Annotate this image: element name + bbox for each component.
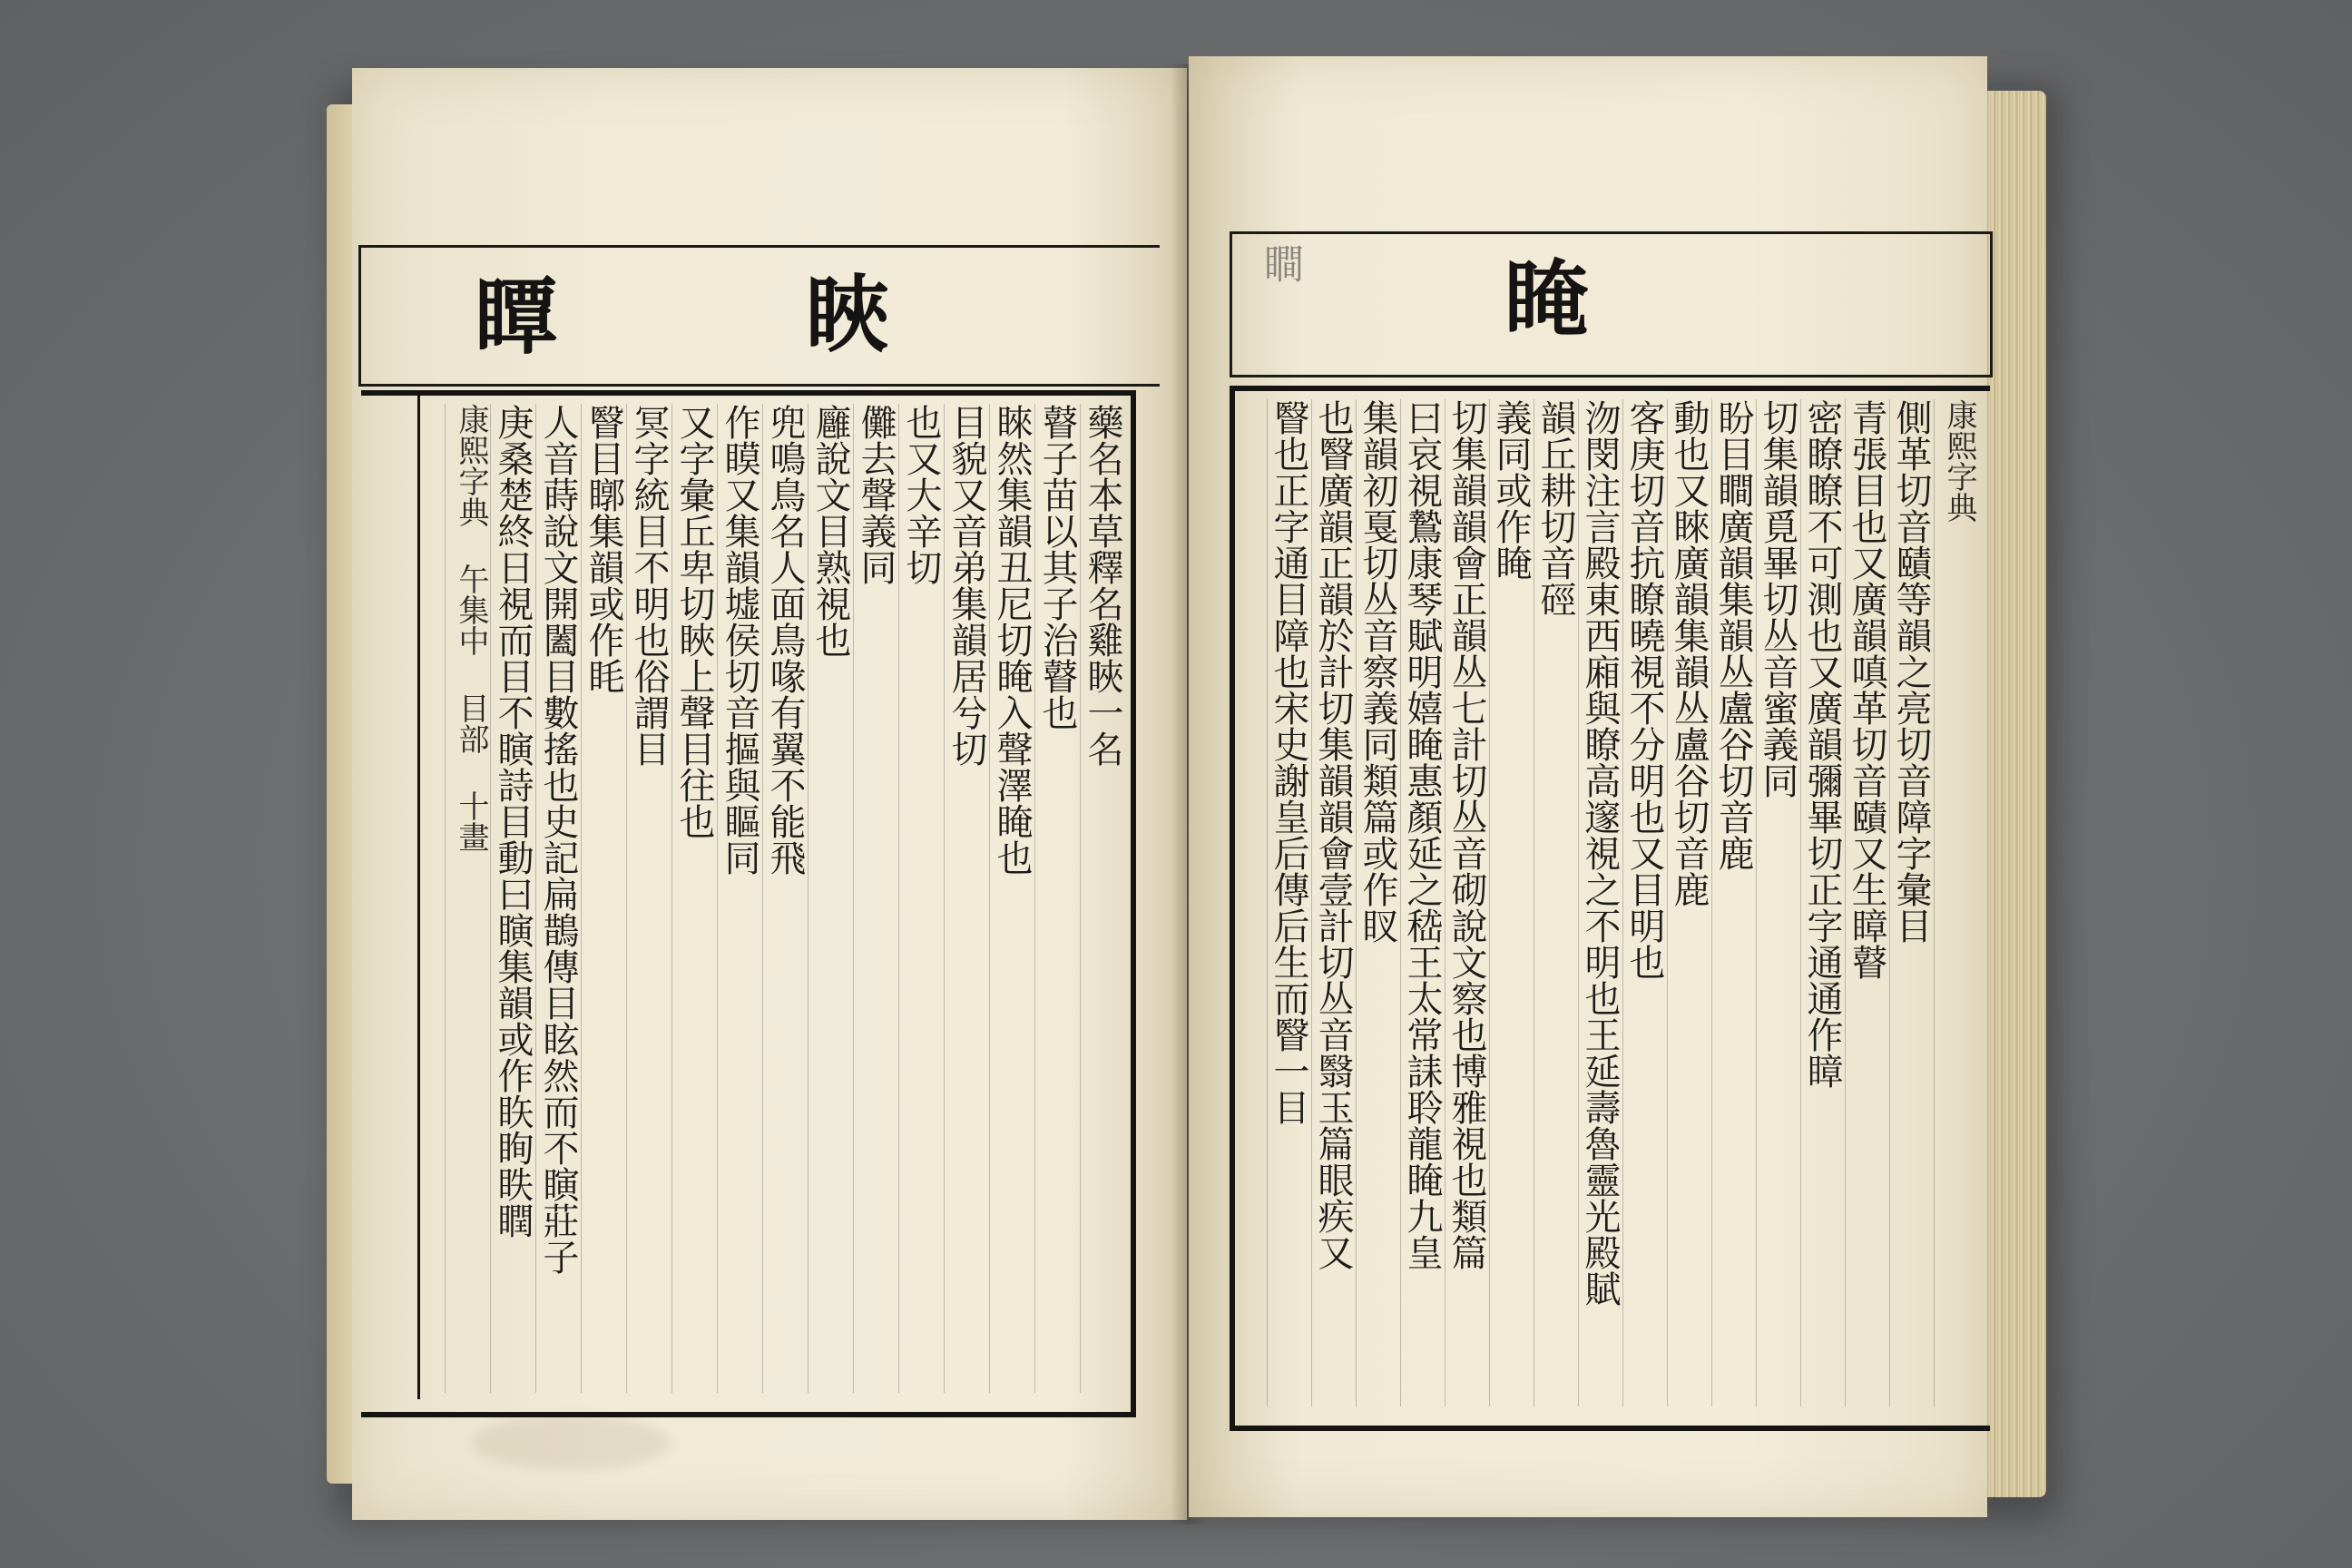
right-column-1: 側革切音賾等韻之亮切音障字彙目 (1889, 399, 1934, 1406)
left-column-14: 庚桑楚終日視而目不瞚詩目動曰瞚集韻或作䀢眴眣瞤 (490, 404, 535, 1393)
right-header-box (1230, 231, 1993, 377)
left-column-2: 瞽子苗以其子治瞽也 (1034, 404, 1080, 1393)
right-column-10: 義同或作䁆 (1489, 399, 1534, 1406)
right-header-stamp: 瞷 (1257, 243, 1303, 283)
left-header-char-2: 瞫 (475, 268, 559, 366)
left-column-13: 人音蒔說文開闔目數搖也史記扁鵲傳目眩然而不瞚莊子 (535, 404, 581, 1393)
right-column-12: 曰哀視鷙康琴賦明嬉䁆惠顏延之嵇王太常誄聆龍䁆九皇 (1400, 399, 1445, 1406)
left-column-10: 又字彙丘卑切䀹上聲目往也 (671, 404, 717, 1393)
right-header-char-1: 䁆 (1504, 250, 1589, 348)
left-text-columns (368, 404, 1125, 1393)
left-column-4: 目貌又音弟集韻居兮切 (944, 404, 989, 1393)
right-column-7: 客庚切音抗瞭曉視不分明也又目明也 (1622, 399, 1667, 1406)
right-column-9: 韻丘耕切音硜 (1534, 399, 1578, 1406)
left-header-box (358, 245, 1160, 387)
right-column-3: 密瞭瞭不可測也又廣韻彌畢切正字通通作瞕 (1800, 399, 1845, 1406)
left-column-12: 瞖目䁨集韻或作眊 (581, 404, 626, 1393)
left-margin-folio: 康熙字典 午集中 目部 十畫 (445, 404, 490, 1393)
right-column-2: 青張目也又廣韻嗔革切音賾又生瞕瞽 (1845, 399, 1889, 1406)
left-column-1: 藥名本草釋名雞䀹一名 (1080, 404, 1125, 1393)
right-column-15: 瞖也正字通目障也宋史謝皇后傳后生而瞖一目 (1267, 399, 1311, 1406)
right-column-6: 動也又睞廣韻集韻丛盧谷切音鹿 (1667, 399, 1711, 1406)
left-header-char-1: 䀹 (806, 266, 890, 364)
right-margin-folio: 康熙字典 (1934, 399, 1978, 1406)
left-column-8: 兜鳴鳥名人面鳥喙有翼不能飛 (762, 404, 808, 1393)
left-column-7: 廱說文目熟視也 (808, 404, 853, 1393)
right-column-13: 集韻初戛切丛音察義同類篇或作䀑 (1356, 399, 1400, 1406)
left-column-11: 冥字統目不明也俗謂目 (626, 404, 671, 1393)
right-column-8: 沕閔注言殿東西廂與瞭高邃視之不明也王延壽魯靈光殿賦 (1578, 399, 1622, 1406)
right-text-columns (1239, 399, 1978, 1406)
right-column-11: 切集韻韻會正韻丛七計切丛音砌說文察也博雅視也類篇 (1445, 399, 1489, 1406)
left-column-6: 儺去聲義同 (853, 404, 898, 1393)
left-column-5: 也又大辛切 (898, 404, 944, 1393)
right-column-5: 盼目瞷廣韻集韻丛盧谷切音鹿 (1711, 399, 1756, 1406)
page-stain (472, 1416, 671, 1470)
left-column-3: 睞然集韻丑尼切䁆入聲澤䁆也 (989, 404, 1034, 1393)
right-column-14: 也瞖廣韻正韻於計切集韻韻會壹計切丛音翳玉篇眼疾又 (1311, 399, 1356, 1406)
left-column-9: 作瞙又集韻墟侯切音摳與瞘同 (717, 404, 762, 1393)
right-column-4: 切集韻覓畢切丛音蜜義同 (1756, 399, 1800, 1406)
